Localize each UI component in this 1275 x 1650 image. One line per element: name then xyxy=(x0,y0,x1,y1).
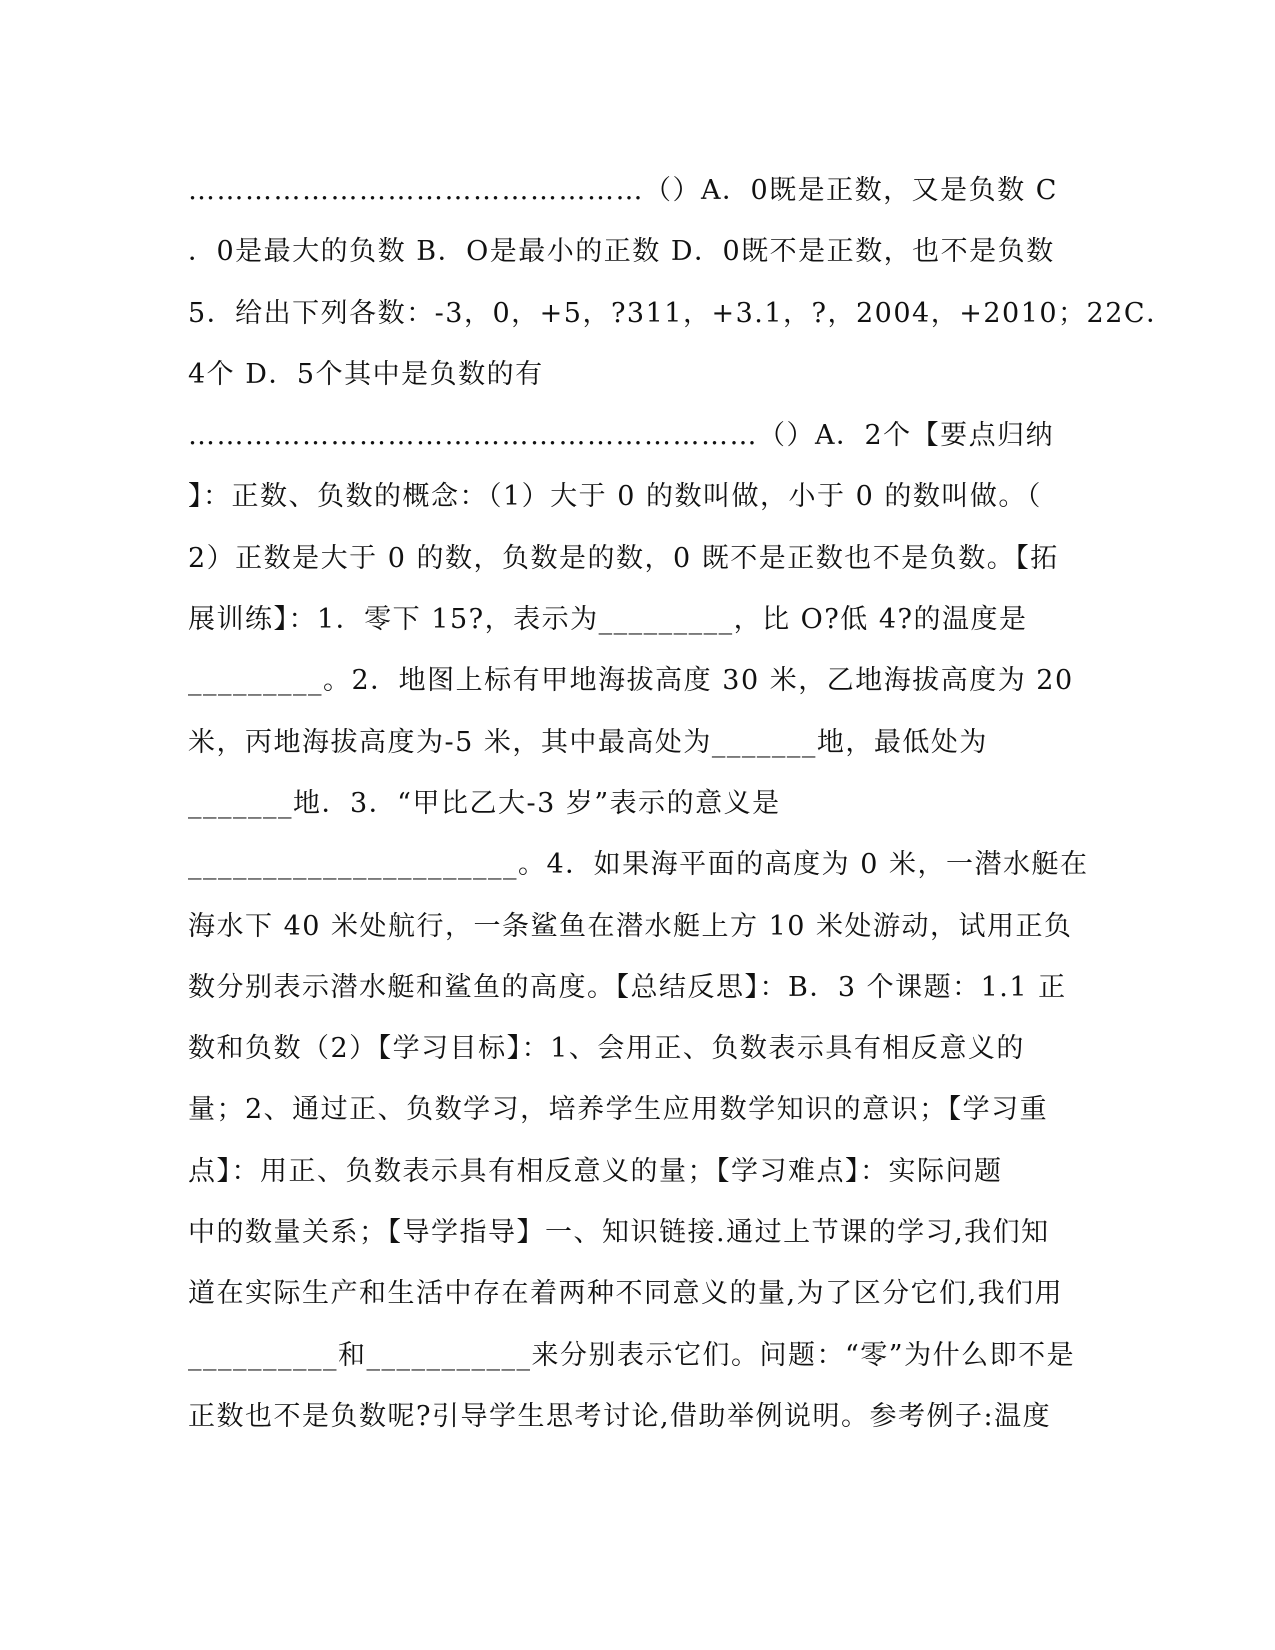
text-line: 中的数量关系；【导学指导】一、知识链接.通过上节课的学习,我们知 xyxy=(188,1217,1050,1249)
text-line: 米，丙地海拔高度为-5 米，其中最高处为_______地，最低处为 xyxy=(188,726,988,758)
text-line: …………………………………………（）A．0既是正数，又是负数 C xyxy=(188,175,1058,206)
text-line: 】：正数、负数的概念：（1）大于 0 的数叫做，小于 0 的数叫做。（ xyxy=(188,481,1042,513)
text-line: 5．给出下列各数：-3，0，+5，?311，+3.1，?，2004，+2010；22C． xyxy=(188,297,1175,329)
text-line: 展训练】：1．零下 15?，表示为_________，比 O?低 4?的温度是 xyxy=(188,604,1028,636)
text-line: 点】：用正、负数表示具有相反意义的量；【学习难点】：实际问题 xyxy=(188,1155,1003,1187)
document-body xyxy=(188,160,1175,1447)
text-line: ．0是最大的负数 B．O是最小的正数 D．0既不是正数，也不是负数 xyxy=(188,236,1055,268)
text-line: __________和___________来分别表示它们。问题：“零”为什么即不是 xyxy=(188,1339,1076,1371)
text-line: 数和负数（2）【学习目标】：1、会用正、负数表示具有相反意义的 xyxy=(188,1033,1025,1065)
text-line: 海水下 40 米处航行，一条鲨鱼在潜水艇上方 10 米处游动，试用正负 xyxy=(188,910,1073,942)
text-line: _______地．3．“甲比乙大-3 岁”表示的意义是 xyxy=(188,787,781,819)
text-line: ……………………………………………………（）A．2个【要点归纳 xyxy=(188,420,1055,452)
text-line: 正数也不是负数呢?引导学生思考讨论,借助举例说明。参考例子:温度 xyxy=(188,1400,1052,1432)
text-line: 4个 D．5个其中是负数的有 xyxy=(188,358,544,390)
text-line: 数分别表示潜水艇和鲨鱼的高度。【总结反思】：B．3 个课题：1.1 正 xyxy=(188,971,1067,1003)
text-line: ______________________。4．如果海平面的高度为 0 米，一潜水艇在 xyxy=(188,849,1089,881)
text-line: 2）正数是大于 0 的数，负数是的数，0 既不是正数也不是负数。【拓 xyxy=(188,542,1059,574)
text-line: _________。2．地图上标有甲地海拔高度 30 米，乙地海拔高度为 20 xyxy=(188,665,1074,697)
text-line: 量；2、通过正、负数学习，培养学生应用数学知识的意识；【学习重 xyxy=(188,1094,1049,1126)
text-line: 道在实际生产和生活中存在着两种不同意义的量,为了区分它们,我们用 xyxy=(188,1278,1064,1310)
